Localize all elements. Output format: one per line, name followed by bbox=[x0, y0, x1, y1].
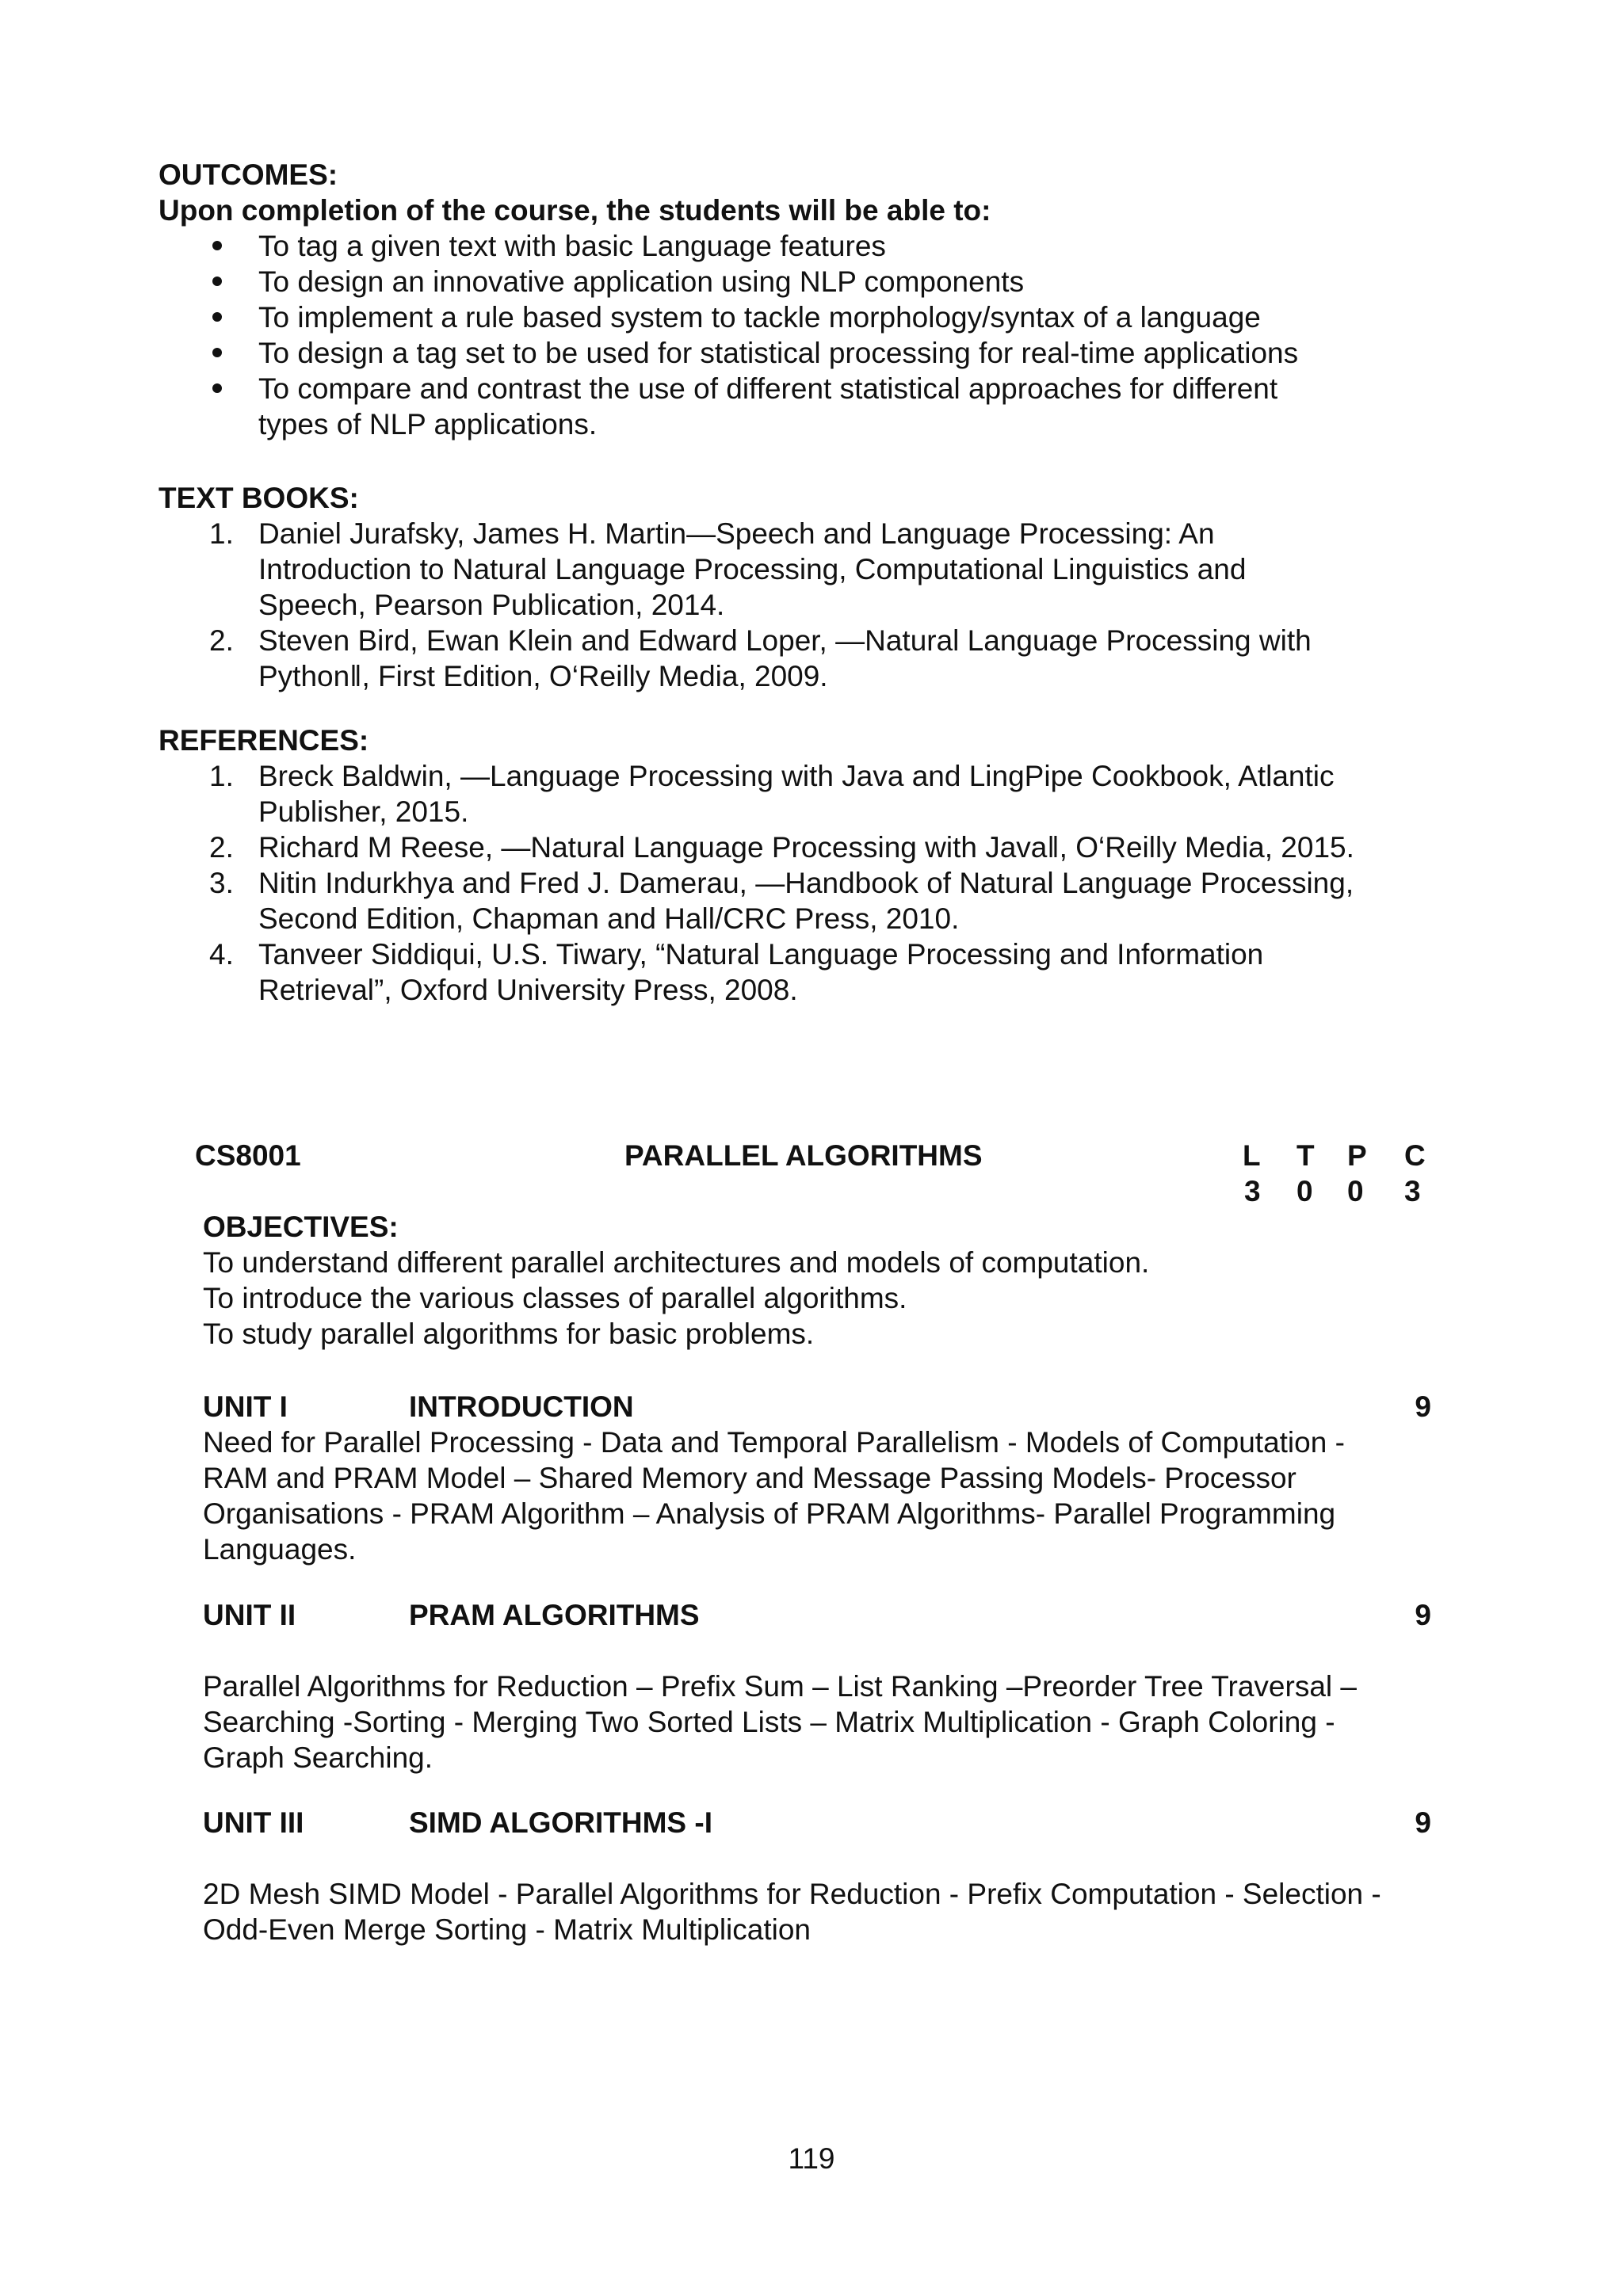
unit-title: PRAM ALGORITHMS bbox=[409, 1599, 700, 1631]
course-title: PARALLEL ALGORITHMS bbox=[624, 1139, 983, 1172]
outcome-item: To tag a given text with basic Language features bbox=[158, 228, 1458, 264]
reference-item: 1. Breck Baldwin, ―Language Processing with Java and LingPipe Cookbook, Atlantic Publisher, 2015. bbox=[209, 760, 1335, 828]
unit-title: INTRODUCTION bbox=[409, 1390, 634, 1423]
bullet-icon bbox=[212, 383, 222, 393]
objective-line: To study parallel algorithms for basic problems. bbox=[203, 1318, 815, 1350]
unit-3-header bbox=[203, 1805, 1431, 1840]
references-section bbox=[158, 723, 1458, 1008]
ltpc-label-l: L bbox=[1243, 1139, 1261, 1172]
bullet-icon bbox=[212, 348, 222, 357]
ltpc-label-p: P bbox=[1347, 1139, 1367, 1172]
ltpc-value-c: 3 bbox=[1404, 1175, 1421, 1207]
reference-item: 4. Tanveer Siddiqui, U.S. Tiwary, “Natural Language Processing and Information Retrieval”, Oxford University Press, 2008. bbox=[209, 938, 1264, 1006]
unit-hours: 9 bbox=[1415, 1599, 1431, 1631]
course-code: CS8001 bbox=[195, 1139, 301, 1172]
outcomes-heading: OUTCOMES: bbox=[158, 158, 338, 191]
unit-1-header bbox=[203, 1389, 1431, 1425]
bullet-icon bbox=[212, 241, 222, 250]
unit-label: UNIT II bbox=[203, 1599, 296, 1631]
outcome-item: To compare and contrast the use of different statistical approaches for different types of NLP applications. bbox=[158, 371, 1458, 442]
textbooks-section bbox=[158, 480, 1458, 694]
textbook-item: 1. Daniel Jurafsky, James H. Martin―Speech and Language Processing: An Introduction to Natural Language Processing, Computational Linguistics and Speech, Pearson Publication, 2014. bbox=[209, 517, 1247, 621]
ltpc-label-c: C bbox=[1404, 1139, 1426, 1172]
objectives-heading: OBJECTIVES: bbox=[203, 1211, 399, 1243]
outcome-item: To design a tag set to be used for statistical processing for real-time applications bbox=[158, 335, 1458, 371]
unit-title: SIMD ALGORITHMS -I bbox=[409, 1806, 712, 1839]
textbook-item: 2. Steven Bird, Ewan Klein and Edward Loper, ―Natural Language Processing with Python‖, First Edition, O‘Reilly Media, 2009. bbox=[209, 624, 1312, 692]
unit-hours: 9 bbox=[1415, 1390, 1431, 1423]
unit-label: UNIT III bbox=[203, 1806, 304, 1839]
ltpc-value-l: 3 bbox=[1244, 1175, 1261, 1207]
page-number: 119 bbox=[788, 2142, 835, 2175]
textbooks-heading: TEXT BOOKS: bbox=[158, 482, 359, 514]
bullet-icon bbox=[212, 277, 222, 286]
unit-hours: 9 bbox=[1415, 1806, 1431, 1839]
outcome-item: To design an innovative application using NLP components bbox=[158, 264, 1458, 299]
unit-label: UNIT I bbox=[203, 1390, 288, 1423]
ltpc-label-t: T bbox=[1296, 1139, 1315, 1172]
bullet-icon bbox=[212, 312, 222, 322]
unit-3-body: 2D Mesh SIMD Model - Parallel Algorithms for Reduction - Prefix Computation - Selection - Odd-Even Merge Sorting - Matrix Multiplication bbox=[203, 1878, 1381, 1946]
reference-item: 2. Richard M Reese, ―Natural Language Processing with Java‖, O‘Reilly Media, 2015. bbox=[209, 831, 1354, 864]
outcomes-intro: Upon completion of the course, the students will be able to: bbox=[158, 194, 991, 227]
objectives-section bbox=[203, 1209, 1439, 1352]
reference-item: 3. Nitin Indurkhya and Fred J. Damerau, ―Handbook of Natural Language Processing, Second Edition, Chapman and Hall/CRC Press, 2010. bbox=[209, 867, 1354, 935]
unit-1-body: Need for Parallel Processing - Data and Temporal Parallelism - Models of Computation - RAM and PRAM Model – Shared Memory and Message Passing Models- Processor Organisations - PRAM Algorithm – Analysis of PRAM Algorithms- Parallel Programming Languages. bbox=[203, 1426, 1345, 1566]
outcomes-section bbox=[158, 157, 1458, 442]
ltpc-value-p: 0 bbox=[1347, 1175, 1364, 1207]
unit-2-header bbox=[203, 1597, 1431, 1633]
objective-line: To introduce the various classes of parallel algorithms. bbox=[203, 1282, 907, 1314]
ltpc-value-t: 0 bbox=[1296, 1175, 1313, 1207]
outcome-item: To implement a rule based system to tackle morphology/syntax of a language bbox=[158, 299, 1458, 335]
objective-line: To understand different parallel architectures and models of computation. bbox=[203, 1246, 1150, 1279]
references-heading: REFERENCES: bbox=[158, 724, 369, 757]
unit-2-body: Parallel Algorithms for Reduction – Prefix Sum – List Ranking –Preorder Tree Traversal – Searching -Sorting - Merging Two Sorted Lists – Matrix Multiplication - Graph Coloring - Graph Searching. bbox=[203, 1670, 1357, 1774]
